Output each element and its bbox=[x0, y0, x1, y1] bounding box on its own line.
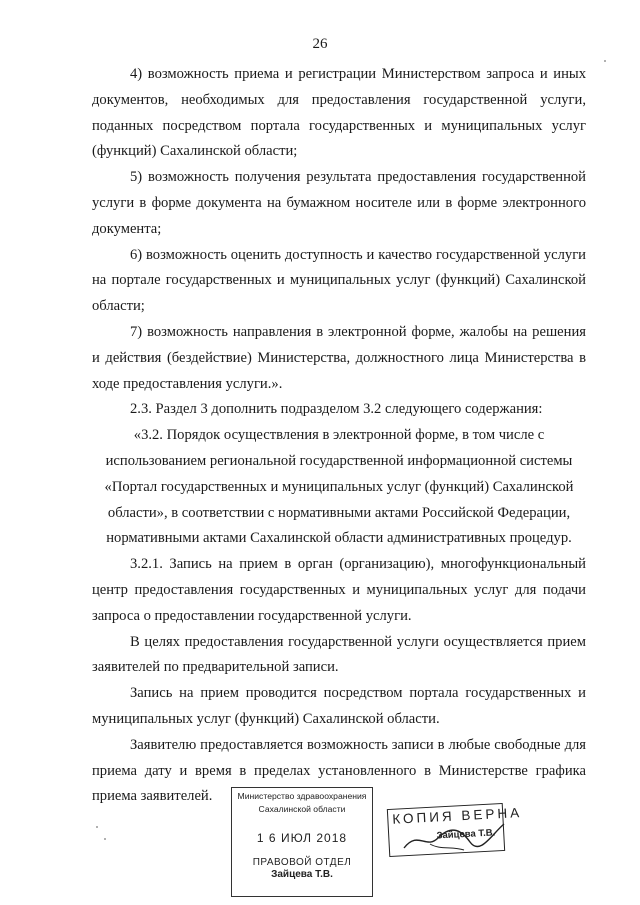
paragraph-section-2-3: 2.3. Раздел 3 дополнить подразделом 3.2 следующего содержания: bbox=[130, 401, 543, 418]
paragraph-item-7: 7) возможность направления в электронной форме, жалобы на решения и действия (бездействие) Министерства, должностного лица Министерства в ходе предоставления услуги.». bbox=[92, 323, 586, 392]
paragraph-subsection-3-2-title: «3.2. Порядок осуществления в электронной форме, в том числе с использованием региональной государственной информационной системы «Портал государственных и муниципальных услуг (функций) Сахалинской области», в соответствии с нормативными актами Российской Федерации, нормативными актами Сахалинской области административных процедур. bbox=[104, 427, 574, 547]
handwritten-signature bbox=[400, 820, 510, 860]
document-body bbox=[92, 62, 586, 810]
scan-speck bbox=[104, 838, 106, 840]
stamp-date: 1 6 ИЮЛ 2018 bbox=[256, 831, 348, 845]
paragraph-free-slots: Заявителю предоставляется возможность записи в любые свободные для приема дату и время в пределах установленного в Министерстве графика приема заявителей. bbox=[92, 736, 586, 805]
stamp-org-line1: Министерство здравоохранения bbox=[237, 791, 367, 801]
paragraph-preliminary-appointment: В целях предоставления государственной услуги осуществляется прием заявителей по предварительной записи. bbox=[92, 633, 586, 676]
copy-stamp-label: КОПИЯ ВЕРНА bbox=[391, 805, 523, 827]
scan-speck bbox=[604, 60, 606, 62]
page-number: 26 bbox=[312, 36, 328, 52]
paragraph-3-2-1: 3.2.1. Запись на прием в орган (организацию), многофункциональный центр предоставления государственных и муниципальных услуг для подачи запроса о предоставлении государственной услуги. bbox=[92, 556, 586, 624]
paragraph-appointment-portal: Запись на прием проводится посредством портала государственных и муниципальных услуг (функций) Сахалинской области. bbox=[92, 685, 586, 727]
paragraph-item-6: 6) возможность оценить доступность и качество государственной услуги на портале государственных и муниципальных услуг (функций) Сахалинской области; bbox=[92, 246, 586, 315]
paragraph-item-5: 5) возможность получения результата предоставления государственной услуги в форме документа на бумажном носителе или в форме электронного документа; bbox=[92, 169, 586, 237]
copy-stamp-name: Зайцева Т.В. bbox=[436, 827, 496, 842]
stamp-department: ПРАВОВОЙ ОТДЕЛ bbox=[252, 857, 352, 868]
stamp-person-name: Зайцева Т.В. bbox=[271, 869, 333, 880]
stamp-org-line2: Сахалинской области bbox=[258, 804, 346, 814]
scan-speck bbox=[96, 826, 98, 828]
paragraph-item-4: 4) возможность приема и регистрации Министерством запроса и иных документов, необходимых для предоставления государственной услуги, поданных посредством портала государственных и муниципальных услуг (функций) Сахалинской области; bbox=[92, 66, 586, 160]
ministry-received-stamp bbox=[231, 787, 373, 897]
